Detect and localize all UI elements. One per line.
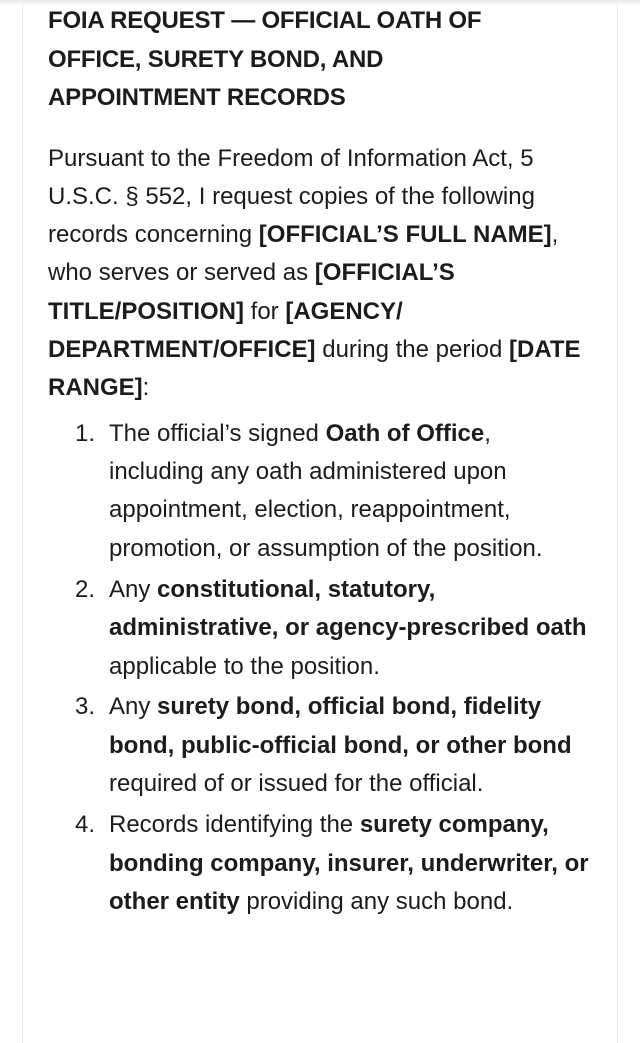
document-title: FOIA REQUEST — OFFICIAL OATH OF OFFICE, SURETY BOND, AND APPOINTMENT RECORDS xyxy=(48,7,482,111)
list-item-text: The official’s signed xyxy=(109,419,326,447)
list-item-text: Any xyxy=(109,693,158,721)
intro-paragraph xyxy=(48,140,600,408)
intro-text-5: : xyxy=(142,374,150,402)
page-edge-left xyxy=(22,0,23,1043)
intro-text-2: , who serves or served as xyxy=(48,221,559,287)
list-item-text: Records identifying the xyxy=(109,811,360,839)
placeholder-date-range: [DATE RANGE] xyxy=(48,335,581,402)
list-item-bold: surety bond, official bond, fidelity bond, public-official bond, or other bond xyxy=(109,693,572,759)
list-item-text: applicable to the position. xyxy=(109,652,380,680)
list-item-bold: Oath of Office xyxy=(325,419,485,447)
placeholder-official-title: [OFFICIAL’S TITLE/POSITION] xyxy=(48,259,455,325)
list-item-bold: constitutional, statutory, administrative, or agency-prescribed oath xyxy=(109,575,587,642)
list-item-number: 4. xyxy=(75,811,96,839)
list-item-bold: surety company, bonding company, insurer, underwriter, or other entity xyxy=(109,811,589,915)
list-item-number: 3. xyxy=(75,693,96,721)
intro-text-4: during the period xyxy=(315,335,510,363)
list-item-number: 2. xyxy=(75,575,96,603)
placeholder-agency: [AGENCY/ DEPARTMENT/OFFICE] xyxy=(48,297,403,363)
list-item xyxy=(48,571,591,686)
list-item-text: providing any such bond. xyxy=(239,887,514,915)
list-item-text: required of or issued for the official. xyxy=(109,770,484,798)
intro-text-3: for xyxy=(244,297,286,325)
intro-text-1: Pursuant to the Freedom of Information Act, 5 U.S.C. § 552, I request copies of the following records concerning xyxy=(48,144,535,249)
page-edge-right xyxy=(617,0,618,1043)
request-list xyxy=(48,415,608,922)
list-item xyxy=(48,415,591,569)
list-item xyxy=(48,806,591,921)
placeholder-official-name: [OFFICIAL’S FULL NAME] xyxy=(258,221,552,249)
document-body xyxy=(48,2,608,924)
list-item-number: 1. xyxy=(75,419,96,447)
list-item-text: , including any oath administered upon appointment, election, reappointment, promotion, or assumption of the position. xyxy=(109,419,543,562)
list-item xyxy=(48,688,591,803)
list-item-text: Any xyxy=(109,575,158,603)
